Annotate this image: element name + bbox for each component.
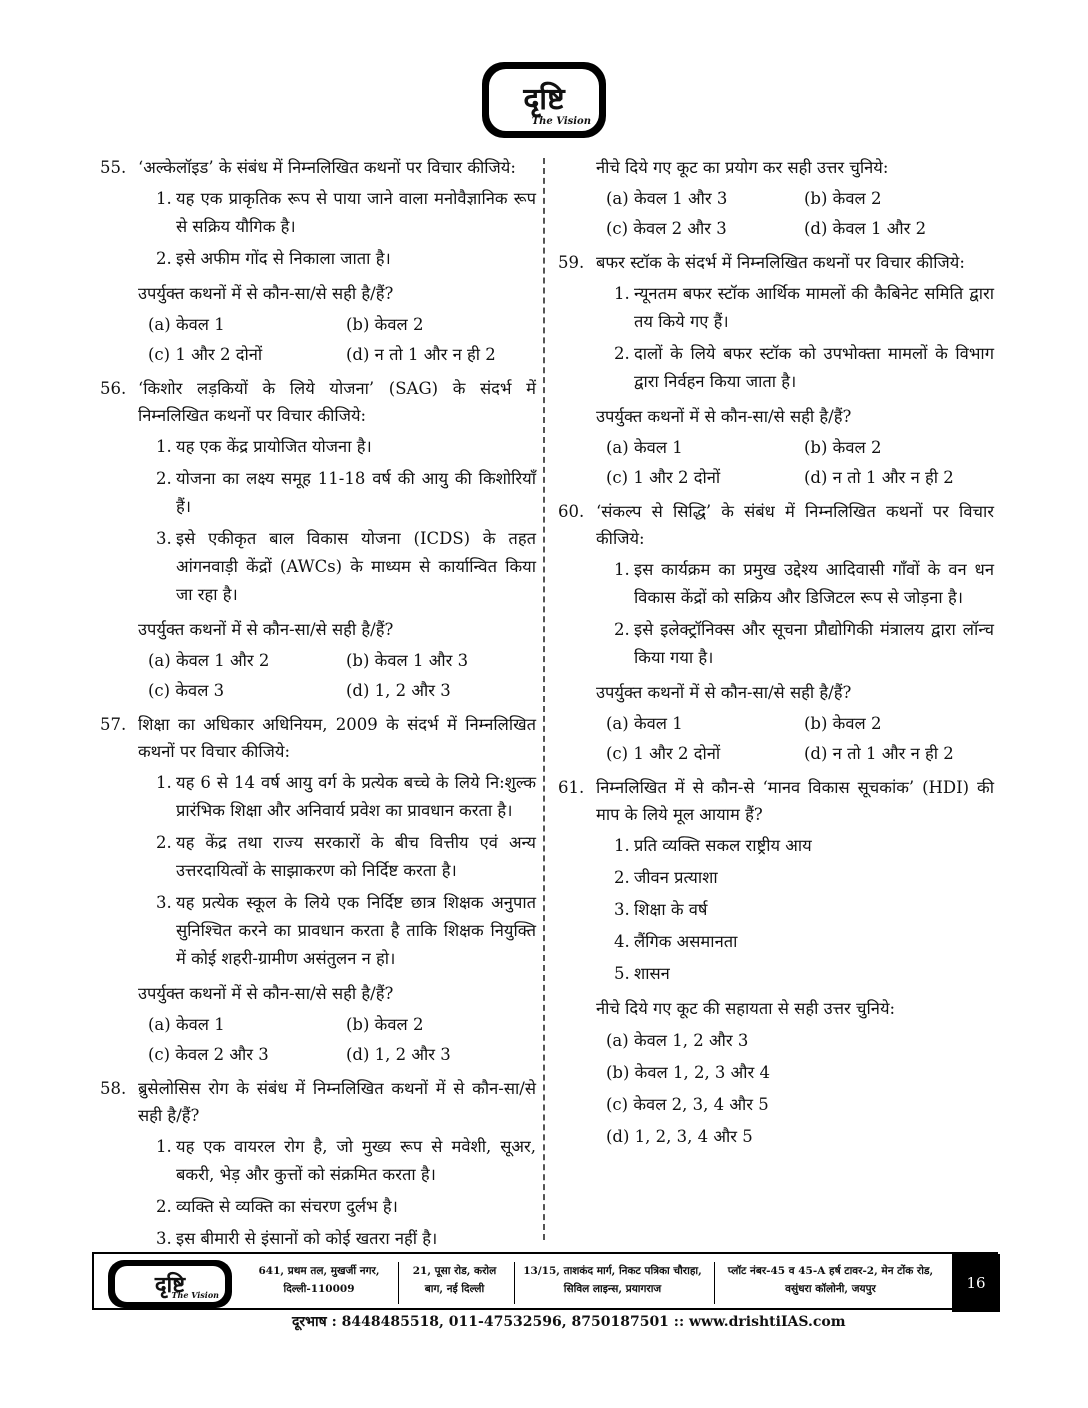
option-a: (a) केवल 1 [148, 315, 225, 334]
statement-text: यह प्रत्येक स्कूल के लिये एक निर्दिष्ट छात्र शिक्षक अनुपात सुनिश्चित करने का प्रावधान करता है ताकि शिक्षक नियुक्ति में कोई शहरी-ग्रामीण असंतुलन न हो। [176, 893, 536, 968]
statement-1 [614, 832, 994, 860]
statement-number: 1. [614, 284, 630, 303]
header-logo [482, 62, 606, 138]
statement-1 [614, 556, 994, 612]
footer-contact: दूरभाष : 8448485518, 011-47532596, 8750187501 :: www.drishtiIAS.com [292, 1314, 846, 1330]
question-text: ब्रुसेलोसिस रोग के संबंध में निम्नलिखित कथनों में से कौन-सा/से सही है/हैं? [138, 1079, 536, 1125]
options [596, 709, 994, 769]
address-karol-bagh: 21, पूसा रोड, करोल बाग, नई दिल्ली [398, 1262, 510, 1304]
question-58 [100, 1075, 536, 1253]
statement-1 [614, 280, 994, 336]
question-57 [100, 711, 536, 1070]
statement-1 [156, 433, 536, 461]
statement-number: 2. [156, 833, 172, 852]
statement-number: 3. [156, 893, 172, 912]
statement-3 [156, 1225, 536, 1253]
statement-2 [614, 340, 994, 396]
statement-text: इसे एकीकृत बाल विकास योजना (ICDS) के तहत आंगनवाड़ी केंद्रों (AWCs) के माध्यम से कार्यान्वित किया जा रहा है। [176, 529, 536, 604]
statement-number: 4. [614, 932, 630, 951]
statement-text: व्यक्ति से व्यक्ति का संचरण दुर्लभ है। [176, 1197, 398, 1216]
question-prompt: उपर्युक्त कथनों में से कौन-सा/से सही है/हैं? [138, 620, 394, 639]
header-logo-text: दृष्टि [523, 82, 565, 117]
option-d: (d) न तो 1 और न ही 2 [346, 345, 496, 364]
statement-text: इस कार्यक्रम का प्रमुख उद्देश्य आदिवासी गाँवों के वन धन विकास केंद्रों को सक्रिय और डिजिटल रूप से जोड़ना है। [634, 560, 994, 607]
option-d: (d) 1, 2 और 3 [346, 1045, 451, 1064]
statement-2 [156, 245, 536, 273]
question-60 [558, 498, 994, 769]
header-logo-subtitle: The Vision [531, 116, 591, 127]
options [138, 646, 536, 706]
statement-number: 3. [156, 529, 172, 548]
statement-text: यह एक वायरल रोग है, जो मुख्य रूप से मवेशी, सूअर, बकरी, भेड़ और कुत्तों को संक्रमित करता है। [176, 1137, 536, 1184]
page-number: 16 [952, 1254, 1000, 1312]
question-number: 55. [100, 158, 127, 177]
option-b: (b) केवल 2 [804, 714, 882, 733]
statement-text: न्यूनतम बफर स्टॉक आर्थिक मामलों की कैबिनेट समिति द्वारा तय किये गए हैं। [634, 284, 994, 331]
question-text: बफर स्टॉक के संदर्भ में निम्नलिखित कथनों पर विचार कीजिये: [596, 253, 965, 272]
option-b: (b) केवल 2 [804, 438, 882, 457]
statement-number: 2. [614, 620, 630, 639]
footer-logo-text: दृष्टि [154, 1273, 186, 1298]
option-d: (d) 1, 2 और 3 [346, 681, 451, 700]
statement-number: 2. [156, 249, 172, 268]
statement-text: जीवन प्रत्याशा [634, 868, 718, 887]
statement-text: यह एक केंद्र प्रायोजित योजना है। [176, 437, 372, 456]
statement-1 [156, 769, 536, 825]
options [596, 1025, 994, 1153]
question-number: 57. [100, 715, 127, 734]
address-prayagraj: 13/15, ताशकंद मार्ग, निकट पत्रिका चौराहा, सिविल लाइन्स, प्रयागराज [514, 1262, 710, 1304]
statement-2 [156, 1193, 536, 1221]
statement-number: 1. [156, 773, 172, 792]
question-text: शिक्षा का अधिकार अधिनियम, 2009 के संदर्भ में निम्नलिखित कथनों पर विचार कीजिये: [138, 715, 536, 761]
question-number: 58. [100, 1079, 127, 1098]
statement-text: यह 6 से 14 वर्ष आयु वर्ग के प्रत्येक बच्चे के लिये नि:शुल्क प्रारंभिक शिक्षा और अनिवार्य प्रवेश का प्रावधान करता है। [176, 773, 536, 820]
right-column [558, 154, 994, 1158]
question-text: निम्नलिखित में से कौन-से ‘मानव विकास सूचकांक’ (HDI) की माप के लिये मूल आयाम हैं? [596, 778, 994, 824]
option-d: (d) न तो 1 और न ही 2 [804, 468, 954, 487]
statement-number: 1. [156, 437, 172, 456]
option-c: (c) 1 और 2 दोनों [606, 468, 721, 487]
statement-text: लैंगिक असमानता [634, 932, 738, 951]
column-divider [543, 158, 545, 1240]
question-number: 59. [558, 253, 585, 272]
statement-number: 2. [614, 344, 630, 363]
statement-text: शिक्षा के वर्ष [634, 900, 708, 919]
question-prompt: उपर्युक्त कथनों में से कौन-सा/से सही है/हैं? [596, 683, 852, 702]
options [138, 1010, 536, 1070]
statement-text: यह एक प्राकृतिक रूप से पाया जाने वाला मनोवैज्ञानिक रूप से सक्रिय यौगिक है। [176, 189, 536, 236]
statement-number: 2. [156, 1197, 172, 1216]
statement-number: 3. [614, 900, 630, 919]
option-a: (a) केवल 1 और 3 [606, 189, 728, 208]
question-prompt: नीचे दिये गए कूट का प्रयोग कर सही उत्तर चुनिये: [596, 158, 889, 177]
question-number: 61. [558, 778, 585, 797]
option-a: (a) केवल 1 और 2 [148, 651, 270, 670]
statement-number: 3. [156, 1229, 172, 1248]
statement-2 [156, 829, 536, 885]
statement-number: 1. [614, 560, 630, 579]
footer-logo-subtitle: The Vision [171, 1290, 219, 1300]
page-footer [92, 1252, 998, 1336]
option-c: (c) केवल 2, 3, 4 और 5 [606, 1095, 769, 1114]
statement-text: यह केंद्र तथा राज्य सरकारों के बीच वित्तीय एवं अन्य उत्तरदायित्वों के साझाकरण को निर्दिष्ट करता है। [176, 833, 536, 880]
statement-number: 2. [614, 868, 630, 887]
option-b: (b) केवल 2 [346, 315, 424, 334]
statement-3 [156, 525, 536, 609]
statement-3 [156, 889, 536, 973]
statement-text: इसे इलेक्ट्रॉनिक्स और सूचना प्रौद्योगिकी मंत्रालय द्वारा लॉन्च किया गया है। [634, 620, 994, 667]
option-b: (b) केवल 2 [804, 189, 882, 208]
option-c: (c) केवल 3 [148, 681, 225, 700]
option-c: (c) केवल 2 और 3 [606, 219, 727, 238]
options [138, 310, 536, 370]
option-a: (a) केवल 1, 2 और 3 [606, 1031, 749, 1050]
question-prompt: उपर्युक्त कथनों में से कौन-सा/से सही है/हैं? [138, 984, 394, 1003]
option-d: (d) न तो 1 और न ही 2 [804, 744, 954, 763]
option-a: (a) केवल 1 [606, 714, 683, 733]
statement-number: 1. [614, 836, 630, 855]
question-prompt: उपर्युक्त कथनों में से कौन-सा/से सही है/हैं? [138, 284, 394, 303]
option-b: (b) केवल 1 और 3 [346, 651, 469, 670]
question-55 [100, 154, 536, 370]
option-a: (a) केवल 1 [606, 438, 683, 457]
option-d: (d) 1, 2, 3, 4 और 5 [606, 1127, 753, 1146]
footer-logo-frame [115, 1266, 225, 1302]
statement-1 [156, 185, 536, 241]
address-mukherjee-nagar: 641, प्रथम तल, मुखर्जी नगर, दिल्ली-110009 [258, 1265, 380, 1295]
question-prompt: नीचे दिये गए कूट की सहायता से सही उत्तर चुनिये: [596, 999, 896, 1018]
header-logo-frame [489, 69, 599, 131]
statement-2 [614, 864, 994, 892]
question-text: ‘किशोर लड़कियों के लिये योजना’ (SAG) के संदर्भ में निम्नलिखित कथनों पर विचार कीजिये: [138, 379, 536, 425]
statement-5 [614, 960, 994, 988]
question-56 [100, 375, 536, 706]
statement-2 [614, 616, 994, 672]
option-c: (c) 1 और 2 दोनों [148, 345, 263, 364]
statement-text: योजना का लक्ष्य समूह 11-18 वर्ष की आयु की किशोरियाँ हैं। [176, 469, 536, 516]
question-number: 60. [558, 502, 585, 521]
question-59 [558, 249, 994, 493]
statement-text: प्रति व्यक्ति सकल राष्ट्रीय आय [634, 836, 812, 855]
statement-number: 1. [156, 189, 172, 208]
options [596, 433, 994, 493]
question-text: ‘संकल्प से सिद्धि’ के संबंध में निम्नलिखित कथनों पर विचार कीजिये: [596, 502, 994, 548]
option-c: (c) केवल 2 और 3 [148, 1045, 269, 1064]
statement-2 [156, 465, 536, 521]
statement-number: 1. [156, 1137, 172, 1156]
question-text: ‘अल्केलॉइड’ के संबंध में निम्नलिखित कथनों पर विचार कीजिये: [138, 158, 516, 177]
footer-logo [108, 1260, 232, 1308]
question-58-continued [562, 154, 994, 244]
question-61 [558, 774, 994, 1153]
footer-box [92, 1252, 998, 1310]
options [596, 184, 994, 244]
option-d: (d) केवल 1 और 2 [804, 219, 927, 238]
question-number: 56. [100, 379, 127, 398]
statement-1 [156, 1133, 536, 1189]
option-b: (b) केवल 2 [346, 1015, 424, 1034]
statement-text: शासन [634, 964, 670, 983]
option-a: (a) केवल 1 [148, 1015, 225, 1034]
statement-number: 2. [156, 469, 172, 488]
option-b: (b) केवल 1, 2, 3 और 4 [606, 1063, 771, 1082]
option-c: (c) 1 और 2 दोनों [606, 744, 721, 763]
question-prompt: उपर्युक्त कथनों में से कौन-सा/से सही है/हैं? [596, 407, 852, 426]
statement-text: दालों के लिये बफर स्टॉक को उपभोक्ता मामलों के विभाग द्वारा निर्वहन किया जाता है। [634, 344, 994, 391]
statement-text: इस बीमारी से इंसानों को कोई खतरा नहीं है। [176, 1229, 438, 1248]
address-jaipur: प्लॉट नंबर-45 व 45-A हर्ष टावर-2, मेन टोंक रोड, वसुंधरा कॉलोनी, जयपुर [714, 1262, 946, 1304]
statement-text: इसे अफीम गोंद से निकाला जाता है। [176, 249, 391, 268]
left-column [100, 154, 536, 1258]
statement-number: 5. [614, 964, 630, 983]
statement-4 [614, 928, 994, 956]
statement-3 [614, 896, 994, 924]
